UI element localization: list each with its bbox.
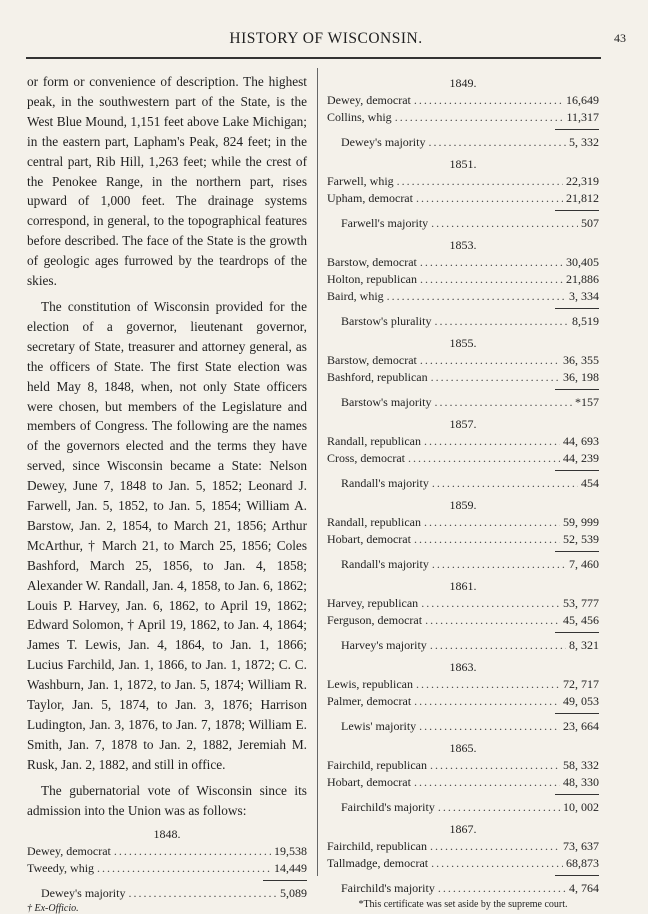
leader-dots (420, 352, 560, 369)
leader-dots (432, 475, 578, 492)
majority-label: Fairchild's majority (341, 800, 435, 814)
majority-value: 507 (581, 216, 599, 230)
majority-value: 8, 321 (569, 638, 599, 652)
election-block (327, 658, 599, 739)
candidate-name: Holton, republican (327, 272, 417, 286)
election-block (327, 74, 599, 155)
majority-label: Randall's majority (341, 557, 429, 571)
leader-dots (435, 313, 570, 330)
sum-rule (327, 548, 599, 556)
leader-dots (430, 637, 566, 654)
majority-value: 5, 332 (569, 135, 599, 149)
vote-line (327, 288, 599, 305)
leader-dots (128, 885, 277, 902)
candidate-name: Baird, whig (327, 289, 384, 303)
header-rule (26, 57, 601, 59)
majority-value: 10, 002 (563, 800, 599, 814)
candidate-name: Dewey, democrat (327, 93, 411, 107)
vote-count: 48, 330 (563, 775, 599, 789)
vote-count: 49, 053 (563, 694, 599, 708)
vote-line (327, 757, 599, 774)
vote-count: 72, 717 (563, 677, 599, 691)
vote-count: 19,538 (274, 843, 307, 858)
leader-dots (424, 433, 560, 450)
sum-rule (327, 872, 599, 880)
leader-dots (397, 173, 563, 190)
majority-label: Randall's majority (341, 476, 429, 490)
election-block (327, 415, 599, 496)
vote-line (327, 433, 599, 450)
vote-line (327, 855, 599, 872)
majority-label: Barstow's plurality (341, 314, 432, 328)
vote-count: 52, 539 (563, 532, 599, 546)
vote-count: 14,449 (274, 860, 307, 875)
sum-rule (327, 710, 599, 718)
vote-count: 58, 332 (563, 758, 599, 772)
election-block (327, 820, 599, 897)
candidate-name: Fairchild, republican (327, 758, 427, 772)
candidate-name: Collins, whig (327, 110, 392, 124)
vote-count: 53, 777 (563, 596, 599, 610)
vote-count: 36, 198 (563, 370, 599, 384)
candidate-name: Palmer, democrat (327, 694, 412, 708)
election-block (327, 155, 599, 236)
leader-dots (425, 612, 560, 629)
election-year: 1851. (449, 157, 477, 171)
vote-count: 36, 355 (563, 353, 599, 367)
election-year: 1865. (449, 741, 477, 755)
vote-count: 21,886 (566, 272, 599, 286)
vote-count: 44, 239 (563, 451, 599, 465)
majority-label: Harvey's majority (341, 638, 427, 652)
page-number: 43 (614, 31, 626, 45)
election-block-1848 (27, 825, 307, 902)
majority-line (327, 313, 599, 330)
candidate-name: Fairchild, republican (327, 839, 427, 853)
leader-dots (414, 774, 560, 791)
leader-dots (431, 855, 563, 872)
leader-dots (416, 676, 560, 693)
vote-count: 30,405 (566, 255, 599, 269)
candidate-name: Randall, republican (327, 515, 421, 529)
candidate-name: Tallmadge, democrat (327, 856, 429, 870)
vote-line (327, 595, 599, 612)
majority-value: *157 (575, 395, 599, 409)
vote-count: 45, 456 (563, 613, 599, 627)
vote-line (327, 173, 599, 190)
candidate-name: Ferguson, democrat (327, 613, 423, 627)
election-block (327, 496, 599, 577)
sum-rule (327, 791, 599, 799)
vote-line (327, 271, 599, 288)
sum-rule (327, 629, 599, 637)
majority-line (327, 637, 599, 654)
vote-line (327, 514, 599, 531)
vote-line (27, 860, 307, 877)
majority-label: Dewey's majority (41, 885, 126, 900)
leader-dots (395, 109, 564, 126)
vote-line (327, 369, 599, 386)
sum-rule (327, 467, 599, 475)
election-year: 1848. (153, 826, 181, 841)
leader-dots (430, 757, 560, 774)
election-year: 1867. (449, 822, 477, 836)
paragraph-governors: The constitution of Wisconsin provided for the election of a governor, lieutenant governor, secretary of State, treasurer and attorney general, as the officers of State. The first State election was held May 8, 1848, when, not only State officers were chosen, but members of the Legislature and members of Congress. The following are the names of the governors elected and the terms they have served, since Wisconsin became a State: Nelson Dewey, June 7, 1848 to Jan. 5, 1852; Leonard J. Farwell, Jan. 5, 1852, to Jan. 5, 1854; William A. Barstow, Jan. 2, 1854, to March 21, 1856; Arthur McArthur, † March 21, to March 25, 1856; Coles Bashford, March 25, 1856, to Jan. 4, 1858; Alexander W. Randall, Jan. 4, 1858, to Jan. 6, 1862; Louis P. Harvey, Jan. 6, 1862, to April 19, 1862; Edward Solomon, † April 19, 1862, to Jan. 4, 1864; James T. Lewis, Jan. 4, 1864, to Jan. 1, 1866; Lucius Farchild, Jan. 1, 1866, to Jan. 1, 1872; C. C. Washburn, Jan. 1, 1872, to Jan. 5, 1874; William R. Taylor, Jan. 5, 1874, to Jan. 3, 1876; Harrison Ludington, Jan. 3, 1876, to Jan. 7, 1878; William E. Smith, Jan. 7, 1878 to Jan. 2, 1882, Jeremiah M. Rusk, Jan. 2, 1882, and still in office. (27, 298, 307, 772)
sum-rule (327, 126, 599, 134)
election-year: 1853. (449, 238, 477, 252)
leader-dots (431, 215, 578, 232)
vote-count: 3, 334 (569, 289, 599, 303)
majority-value: 4, 764 (569, 881, 599, 895)
majority-label: Lewis' majority (341, 719, 417, 733)
majority-line (327, 880, 599, 897)
page-header (26, 28, 626, 50)
majority-label: Dewey's majority (341, 135, 426, 149)
leader-dots (438, 880, 566, 897)
vote-line (327, 693, 599, 710)
leader-dots (414, 92, 563, 109)
leader-dots (114, 843, 271, 860)
sum-rule (327, 386, 599, 394)
column-divider (317, 68, 318, 876)
majority-value: 7, 460 (569, 557, 599, 571)
candidate-name: Harvey, republican (327, 596, 419, 610)
vote-line (327, 774, 599, 791)
leader-dots (428, 134, 566, 151)
leader-dots (420, 254, 563, 271)
leader-dots (408, 450, 560, 467)
majority-line (27, 885, 307, 902)
leader-dots (424, 514, 560, 531)
vote-line (327, 92, 599, 109)
left-column (27, 72, 307, 914)
vote-count: 11,317 (566, 110, 599, 124)
vote-count: 16,649 (566, 93, 599, 107)
vote-count: 44, 693 (563, 434, 599, 448)
sum-rule (27, 877, 307, 885)
leader-dots (414, 693, 560, 710)
majority-line (327, 799, 599, 816)
vote-line (327, 450, 599, 467)
majority-line (327, 718, 599, 735)
candidate-name: Barstow, democrat (327, 255, 417, 269)
vote-count: 59, 999 (563, 515, 599, 529)
candidate-name: Cross, democrat (327, 451, 405, 465)
paragraph-topography: or form or convenience of description. The highest peak, in the southwestern part of the State, is the West Blue Mound, 1,151 feet above Lake Michigan; in the eastern part, Lapham's Peak, 824 feet; in the central part, Rib Hill, 1,263 feet; while the crest of the Penokee Range, in the northern part, rises upward of 1,000 feet. The drainage systems correspond, in general, to the topographical features before described. The face of the State is the growth of geologic ages furrowed by the teardrops of the skies. (27, 74, 307, 289)
election-year: 1859. (449, 498, 477, 512)
leader-dots (419, 718, 560, 735)
candidate-name: Barstow, democrat (327, 353, 417, 367)
leader-dots (420, 271, 563, 288)
candidate-name: Hobart, democrat (327, 775, 411, 789)
election-results (327, 74, 599, 897)
vote-line (327, 352, 599, 369)
election-block (327, 577, 599, 658)
election-year: 1849. (449, 76, 477, 90)
leader-dots (435, 394, 573, 411)
majority-value: 5,089 (280, 885, 307, 900)
majority-line (327, 475, 599, 492)
candidate-name: Tweedy, whig (27, 860, 95, 875)
vote-count: 73, 637 (563, 839, 599, 853)
vote-count: 22,319 (566, 174, 599, 188)
majority-label: Farwell's majority (341, 216, 429, 230)
majority-label: Barstow's majority (341, 395, 432, 409)
election-year: 1855. (449, 336, 477, 350)
candidate-name: Upham, democrat (327, 191, 413, 205)
election-year: 1863. (449, 660, 477, 674)
vote-line (327, 531, 599, 548)
vote-line (327, 109, 599, 126)
vote-line (327, 612, 599, 629)
leader-dots (416, 190, 563, 207)
vote-count: 68,873 (566, 856, 599, 870)
majority-label: Fairchild's majority (341, 881, 435, 895)
candidate-name: Bashford, republican (327, 370, 428, 384)
vote-line (327, 676, 599, 693)
leader-dots (421, 595, 560, 612)
leader-dots (387, 288, 566, 305)
election-block (327, 236, 599, 334)
candidate-name: Lewis, republican (327, 677, 413, 691)
election-year: 1861. (449, 579, 477, 593)
leader-dots (97, 860, 271, 877)
running-title: HISTORY OF WISCONSIN. (229, 30, 423, 47)
majority-line (327, 215, 599, 232)
election-block (327, 739, 599, 820)
leader-dots (430, 838, 560, 855)
majority-value: 454 (581, 476, 599, 490)
right-column (327, 74, 599, 912)
election-year: 1857. (449, 417, 477, 431)
footnote-ex-officio: † Ex-Officio. (27, 902, 79, 914)
majority-value: 23, 664 (563, 719, 599, 733)
vote-line (27, 843, 307, 860)
majority-line (327, 394, 599, 411)
majority-value: 8,519 (572, 314, 599, 328)
vote-line (327, 838, 599, 855)
sum-rule (327, 207, 599, 215)
sum-rule (327, 305, 599, 313)
leader-dots (431, 369, 560, 386)
leader-dots (438, 799, 560, 816)
paragraph-vote-intro: The gubernatorial vote of Wisconsin since its admission into the Union was as follows: (27, 782, 307, 818)
majority-line (327, 134, 599, 151)
vote-line (327, 190, 599, 207)
candidate-name: Hobart, democrat (327, 532, 411, 546)
candidate-name: Farwell, whig (327, 174, 394, 188)
leader-dots (432, 556, 566, 573)
election-block (327, 334, 599, 415)
vote-count: 21,812 (566, 191, 599, 205)
candidate-name: Randall, republican (327, 434, 421, 448)
candidate-name: Dewey, democrat (27, 843, 111, 858)
vote-line (327, 254, 599, 271)
majority-line (327, 556, 599, 573)
footnote-supreme-court: *This certificate was set aside by the supreme court. (358, 899, 568, 910)
leader-dots (414, 531, 560, 548)
